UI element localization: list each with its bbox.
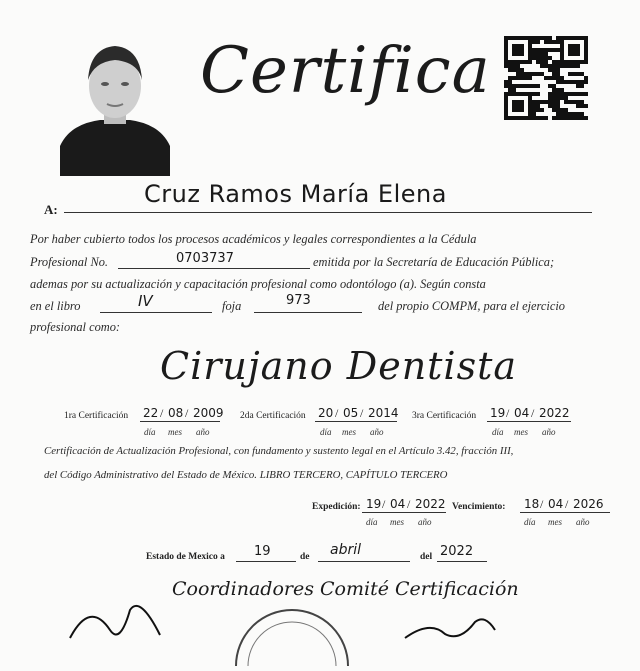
- place-prefix: Estado de Mexico a: [146, 552, 225, 562]
- place-day: 19: [254, 544, 271, 559]
- vencimiento-year-label: año: [576, 517, 590, 527]
- document-title: Certifica: [200, 34, 491, 108]
- expedicion-month: 04: [390, 497, 406, 511]
- body-line-4b: foja: [222, 299, 242, 313]
- vencimiento-year: 2026: [573, 497, 604, 511]
- place-de-1: de: [300, 552, 310, 562]
- coordinators-title: Coordinadores Comité Certificación: [172, 578, 519, 600]
- cert-1-day: 22: [143, 406, 159, 420]
- vencimiento-month: 04: [548, 497, 564, 511]
- cert-3-year: 2022: [539, 406, 570, 420]
- qr-code: [504, 36, 588, 120]
- cert-3-day-label: día: [492, 427, 504, 437]
- cert-1-year-label: año: [196, 427, 210, 437]
- place-year: 2022: [440, 544, 474, 559]
- expedicion-year: 2022: [415, 497, 446, 511]
- signature-left: [60, 590, 170, 640]
- cert-2-year-label: año: [370, 427, 384, 437]
- place-de-2: del: [420, 552, 433, 562]
- body-line-3: ademas por su actualización y capacitación profesional como odontólogo (a). Según consta: [30, 277, 486, 291]
- legal-line-2: del Código Administrativo del Estado de México. LIBRO TERCERO, CAPÍTULO TERCERO: [44, 469, 448, 481]
- cert-3-day: 19: [490, 406, 506, 420]
- member-photo: [60, 28, 170, 176]
- vencimiento-day-label: día: [524, 517, 536, 527]
- cert-2-label: 2da Certificación: [240, 411, 306, 421]
- cert-2-month-label: mes: [342, 427, 356, 437]
- cert-3-month-label: mes: [514, 427, 528, 437]
- cert-3-label: 3ra Certificación: [412, 411, 477, 421]
- cert-1-label: 1ra Certificación: [64, 411, 129, 421]
- body-line-2b: emitida por la Secretaría de Educación Pública;: [313, 255, 555, 269]
- body-line-2a: Profesional No.: [30, 255, 109, 269]
- cedula-number: 0703737: [176, 251, 234, 266]
- cert-2-day: 20: [318, 406, 334, 420]
- vencimiento-month-label: mes: [548, 517, 562, 527]
- expedicion-day-label: día: [366, 517, 378, 527]
- body-line-5: profesional como:: [30, 320, 121, 334]
- cert-1-day-label: día: [144, 427, 156, 437]
- expedicion-month-label: mes: [390, 517, 404, 527]
- legal-line-1: Certificación de Actualización Profesional, con fundamento y sustento legal en el Artículo 3.42, fracción III,: [44, 445, 514, 457]
- vencimiento-day: 18: [524, 497, 540, 511]
- recipient-prefix: A:: [44, 202, 58, 217]
- expedicion-year-label: año: [418, 517, 432, 527]
- place-month: abril: [330, 542, 362, 558]
- cert-3-year-label: año: [542, 427, 556, 437]
- profession-title: Cirujano Dentista: [160, 344, 518, 388]
- cert-2-day-label: día: [320, 427, 332, 437]
- official-seal: [232, 606, 352, 666]
- foja-number: 973: [286, 293, 311, 308]
- cert-3-month: 04: [514, 406, 530, 420]
- cert-2-year: 2014: [368, 406, 399, 420]
- cert-1-month-label: mes: [168, 427, 182, 437]
- cert-2-month: 05: [343, 406, 359, 420]
- body-line-1: Por haber cubierto todos los procesos académicos y legales correspondientes a la Cédula: [30, 232, 477, 246]
- recipient-name: Cruz Ramos María Elena: [144, 180, 447, 208]
- cert-1-month: 08: [168, 406, 184, 420]
- libro-number: IV: [138, 292, 153, 310]
- expedicion-label: Expedición:: [312, 502, 361, 512]
- expedicion-day: 19: [366, 497, 382, 511]
- cert-1-year: 2009: [193, 406, 224, 420]
- body-line-4a: en el libro: [30, 299, 81, 313]
- vencimiento-label: Vencimiento:: [452, 502, 506, 512]
- body-line-4c: del propio COMPM, para el ejercicio: [378, 299, 565, 313]
- signature-right: [400, 612, 500, 640]
